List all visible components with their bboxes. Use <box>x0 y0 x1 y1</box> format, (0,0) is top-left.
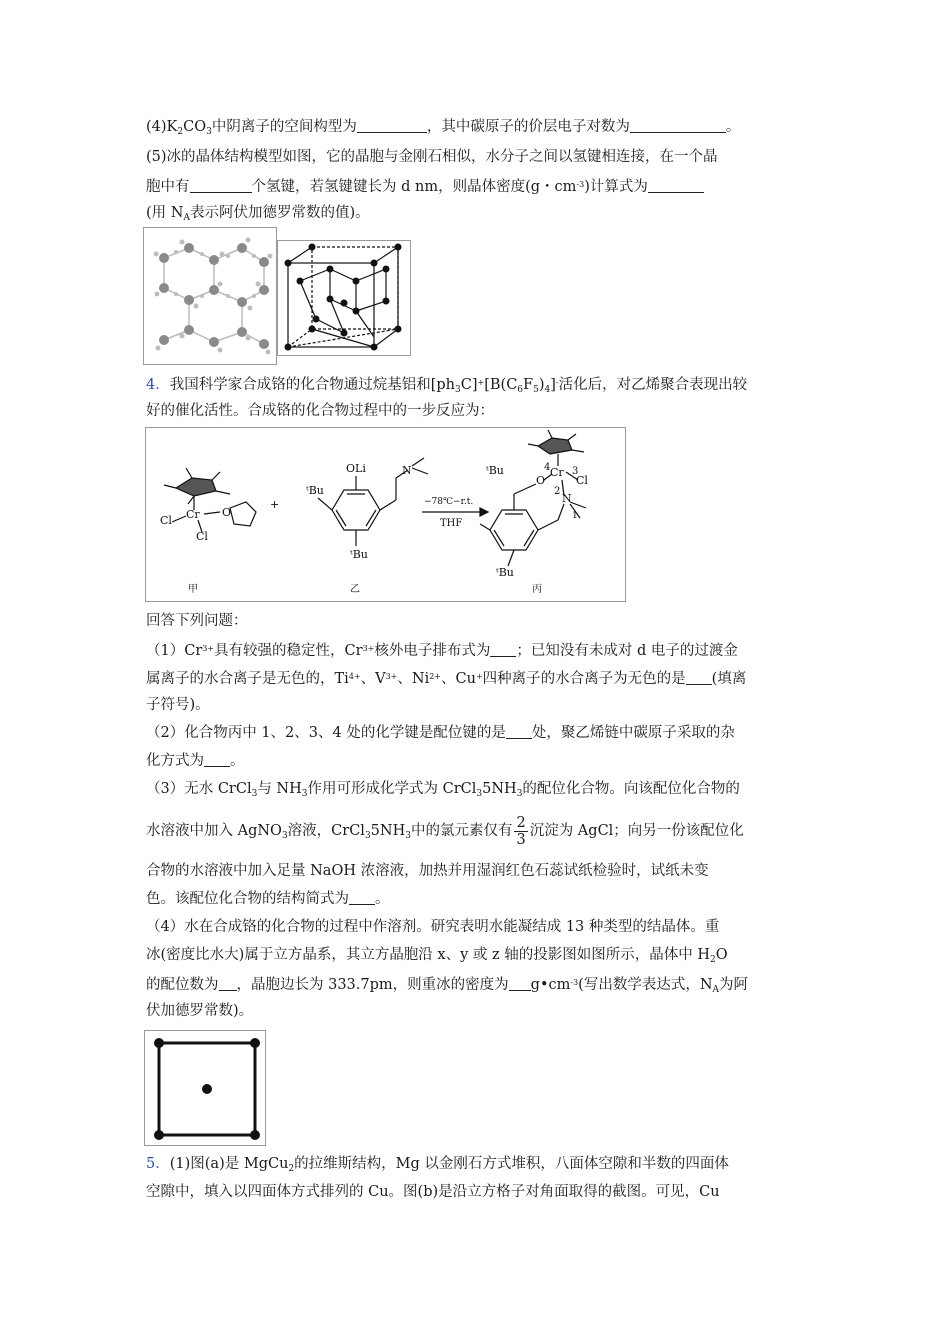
answer-blank[interactable] <box>630 118 726 133</box>
label-n: N <box>402 464 412 477</box>
projection-figure <box>144 1030 266 1146</box>
answer-blank[interactable] <box>509 976 531 991</box>
label-tbu: ᵗBu <box>486 464 504 477</box>
label-o: O <box>222 506 232 519</box>
q4-part2-line2: 化方式为 。 <box>146 753 245 769</box>
label-yi: 乙 <box>350 584 360 595</box>
q4-part1-line2: 属离子的水合离子是无色的，$Ti^{4+}$、$V^{3+}$、$Ni^{2+}$、Cu+四种离子的水合离子为无色的是 (填离 <box>146 671 747 687</box>
answer-blank[interactable] <box>190 178 252 193</box>
q4-part4-line3: 的配位数为 ，晶胞边长为 333.7pm，则重冰的密度为 $g•cm^{-3}$(写出数学表达式，$N_A$为阿 <box>146 977 749 995</box>
answer-blank[interactable] <box>648 178 704 193</box>
label-bing: 丙 <box>532 584 542 595</box>
q4-part3-line2: 水溶液中加入 AgNO$_3$溶液，$CrCl_35NH_3$中的氯元素仅有 $\frac{2}{3}$ 沉淀为 AgCl；向另一份该配位化 <box>146 814 744 848</box>
q4-part3-line3: 合物的水溶液中加入足量 NaOH 浓溶液，加热并用湿润红色石蕊试纸检验时，试纸未变 <box>146 863 709 879</box>
label-cr: Cr <box>186 508 200 521</box>
label-o: O <box>536 474 546 487</box>
answer-blank[interactable] <box>204 752 230 767</box>
answer-blank[interactable] <box>490 642 516 657</box>
answer-blank[interactable] <box>506 724 532 739</box>
reaction-scheme-svg <box>146 428 625 601</box>
q4-part4-line2: 冰(密度比水大)属于立方晶系，其立方晶胞沿 x、y 或 z 轴的投影图如图所示，晶体中 $H_2O$ <box>146 947 728 965</box>
answer-blank[interactable] <box>357 118 427 133</box>
q3-part5-line2: 胞中有 个氢键，若氢键键长为 d nm，则晶体密度(g・$cm^{-3}$)计算式为 <box>146 175 704 197</box>
fraction: $\frac{2}{3}$ <box>516 814 526 848</box>
reaction-scheme-figure <box>145 427 626 602</box>
label-tbu: ᵗBu <box>350 548 368 561</box>
q3-part5-line1: (5)冰的晶体结构模型如图，它的晶胞与金刚石相似，水分子之间以氢键相连接，在一个晶 <box>146 149 718 165</box>
diamond-lattice-figure <box>277 240 411 356</box>
bond-number-1: 1 <box>572 511 578 521</box>
reaction-condition-bottom: THF <box>440 518 463 529</box>
reaction-condition-top: −78℃−r.t. <box>424 497 474 507</box>
projection-svg <box>145 1031 265 1145</box>
label-oli: OLi <box>346 462 366 475</box>
answer-blank[interactable] <box>349 890 375 905</box>
label-cr: Cr <box>550 466 564 479</box>
q4-stem-line1: 4．我国科学家合成铬的化合物通过烷基铝和$[ph_3C]^+[B(C_6F_5)_4]^-$活化后，对乙烯聚合表现出较 <box>146 377 748 395</box>
bond-number-2: 2 <box>554 486 561 497</box>
q4-part1-line1: $(1)Cr^{3+}$具有较强的稳定性，$Cr^{3+}$核外电子排布式为 ；已知没有未成对 d 电子的过渡金 <box>146 643 738 659</box>
question-number: 4． <box>146 377 170 393</box>
q5-stem-line1: 5．(1)图(a)是 MgCu$_2$的拉维斯结构，Mg 以金刚石方式堆积，八面体空隙和半数的四面体 <box>146 1156 729 1174</box>
q4-part1-line3: 子符号)。 <box>146 697 210 713</box>
label-n: N <box>562 492 572 505</box>
q4-part4-line4: 伏加德罗常数)。 <box>146 1003 254 1019</box>
q4-part2-line1: （2）化合物丙中 1、2、3、4 处的化学键是配位键的是 处，聚乙烯链中碳原子采取的杂 <box>146 725 735 741</box>
label-cl: Cl <box>576 474 588 487</box>
bond-number-3: 3 <box>572 466 579 477</box>
ice-structure-figure <box>143 227 277 365</box>
answer-blank[interactable] <box>686 670 712 685</box>
answer-blank[interactable] <box>219 976 237 991</box>
q3-part4-line: $(4)K_2CO_3$中阴离子的空间构型为 ，其中碳原子的价层电子对数为 。 <box>146 119 741 137</box>
label-cl: Cl <box>196 530 208 543</box>
label-jia: 甲 <box>188 584 198 595</box>
bond-number-4: 4 <box>544 462 551 473</box>
q4-stem-line2: 好的催化活性。合成铬的化合物过程中的一步反应为： <box>146 403 494 419</box>
question-number: 5． <box>146 1156 170 1172</box>
q4-answer-intro: 回答下列问题： <box>146 613 248 629</box>
q4-part4-line1: （4）水在合成铬的化合物的过程中作溶剂。研究表明水能凝结成 13 种类型的结晶体。重 <box>146 919 720 935</box>
plus-sign: + <box>270 498 280 511</box>
q4-part3-line4: 色。该配位化合物的结构简式为 。 <box>146 891 390 907</box>
diamond-lattice-svg <box>278 241 410 355</box>
q3-part5-line3: (用 $N_A$表示阿伏加德罗常数的值)。 <box>146 205 370 223</box>
label-cl: Cl <box>160 514 172 527</box>
label-tbu: ᵗBu <box>306 484 324 497</box>
q5-stem-line2: 空隙中，填入以四面体方式排列的 Cu。图(b)是沿立方格子对角面取得的截图。可见，Cu <box>146 1184 720 1200</box>
q4-part3-line1: （3）无水 CrCl$_3$与 $NH_3$作用可形成化学式为 $CrCl_35NH_3$的配位化合物。向该配位化合物的 <box>146 781 740 799</box>
ice-structure-svg <box>144 228 276 364</box>
label-tbu: ᵗBu <box>496 566 514 579</box>
